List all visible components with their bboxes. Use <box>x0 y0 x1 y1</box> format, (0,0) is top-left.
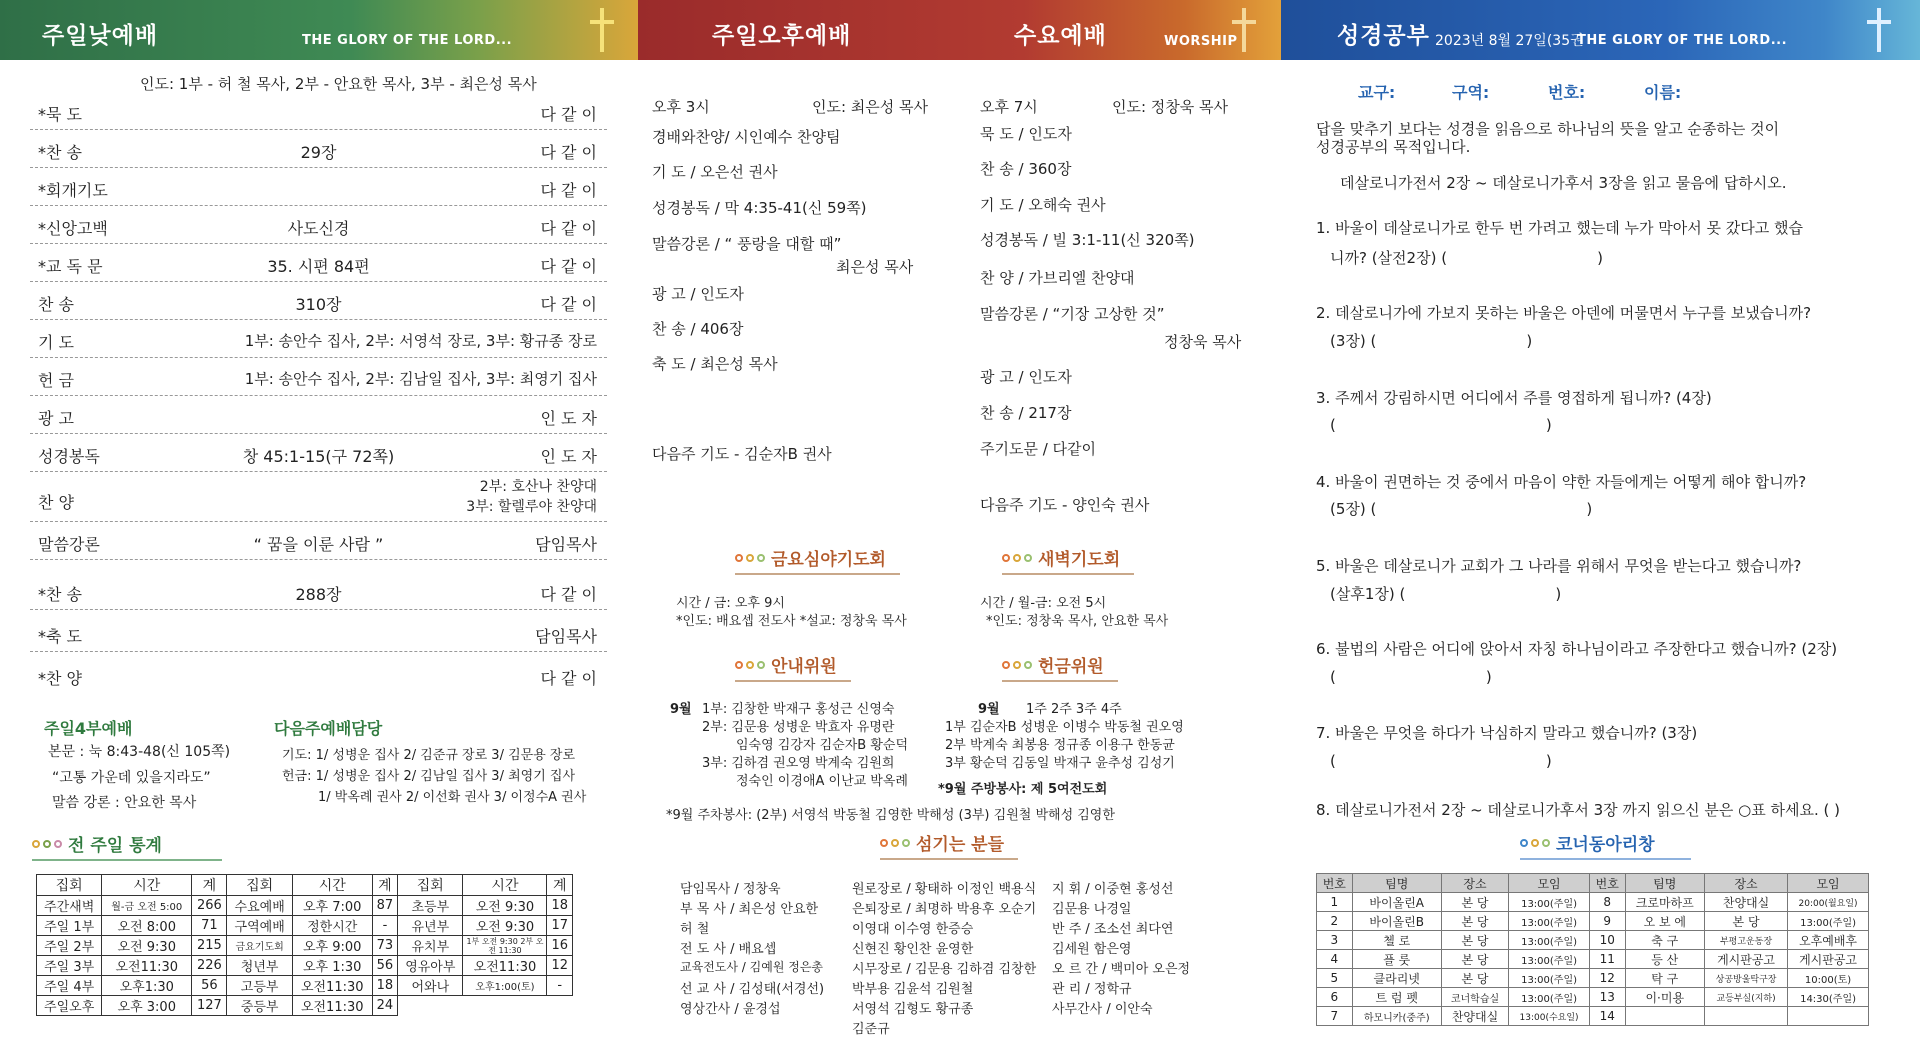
servant-line: 선 교 사 / 김성태(서경선) <box>680 982 825 997</box>
table-cell: 오후1:30 <box>102 976 192 996</box>
question-item: 6. 불법의 사람은 어디에 앉아서 자칭 하나님이라고 주장한다고 했습니까? (2장) <box>1316 640 1838 658</box>
table-cell: 오전11:30 <box>463 956 547 976</box>
question-item: 1. 바울이 데살로니가로 한두 번 가려고 했는데 누가 막아서 못 갔다고 했습 <box>1316 219 1803 237</box>
table-row <box>37 936 573 956</box>
table-row <box>1317 1007 1869 1026</box>
next-week-prayer: 기도: 1/ 성병운 집사 2/ 김준규 장로 3/ 김문용 장로 <box>282 748 576 763</box>
afternoon-next-prayer: 다음주 기도 - 김순자B 권사 <box>652 445 832 463</box>
table-cell: 215 <box>192 936 227 956</box>
worship4-text: 본문 : 눅 8:43-48(신 105쪽) <box>48 744 231 760</box>
table-cell: 6 <box>1317 988 1353 1007</box>
table-cell: 바이올린A <box>1352 893 1441 912</box>
afternoon-time: 오후 3시 <box>652 98 710 116</box>
guide-line: 3부: 김하겸 권오영 박계숙 김원희 <box>702 756 895 771</box>
header-band-afternoon <box>638 0 1281 60</box>
parking-service: *9월 주차봉사: (2부) 서영석 박동철 김영한 박해성 (3부) 김원철 박해성 김영한 <box>666 808 1115 823</box>
table-cell <box>1625 1007 1704 1026</box>
question-item: 2. 데살로니가에 가보지 못하는 바울은 아덴에 머물면서 누구를 보냈습니까? <box>1316 304 1812 322</box>
cross-icon <box>1232 8 1256 52</box>
question-item: 7. 바울은 무엇을 하다가 낙심하지 말라고 했습니까? (3장) <box>1316 724 1698 742</box>
header-sub-study: THE GLORY OF THE LORD... <box>1577 33 1788 48</box>
dots-icon <box>1520 839 1550 847</box>
table-cell: 12 <box>547 956 573 976</box>
table-cell: 부평고운동장 <box>1705 931 1788 950</box>
table-cell: 유치부 <box>398 936 463 956</box>
table-cell: 중등부 <box>227 996 292 1016</box>
order-row: *찬 송 288장 다 같 이 <box>30 572 607 610</box>
table-cell: 1 <box>1317 893 1353 912</box>
afternoon-preacher: 최은성 목사 <box>836 258 914 276</box>
table-header-cell: 팀명 <box>1625 874 1704 893</box>
question-item: 5. 바울은 데살로니가 교회가 그 나라를 위해서 무엇을 받는다고 했습니까? <box>1316 557 1802 575</box>
guide-line: 1부: 김창한 박재구 홍성근 신영숙 <box>702 702 895 717</box>
study-intro: 답을 맞추기 보다는 성경을 읽음으로 하나님의 뜻을 알고 순종하는 것이 <box>1316 120 1780 138</box>
table-cell: 13 <box>1589 988 1625 1007</box>
table-row <box>1317 893 1869 912</box>
table-cell: 13:00(주일) <box>1509 893 1590 912</box>
table-header-row <box>1317 874 1869 893</box>
table-header-cell: 시간 <box>463 875 547 896</box>
table-row <box>1317 988 1869 1007</box>
servant-line: 허 철 <box>680 922 710 937</box>
servant-line: 김문용 나경일 <box>1052 902 1132 917</box>
answer-line[interactable]: ( ) <box>1330 416 1552 434</box>
table-cell: 코너학습실 <box>1441 988 1508 1007</box>
servant-line: 김준규 <box>852 1022 890 1037</box>
table-cell: 주간새벽 <box>37 896 102 916</box>
wednesday-item: 기 도 / 오해숙 권사 <box>980 196 1106 214</box>
guide-line: 임숙영 김강자 김순자B 황순덕 <box>736 738 909 753</box>
dots-icon <box>32 840 62 848</box>
wednesday-next-prayer: 다음주 기도 - 양인숙 권사 <box>980 496 1150 514</box>
table-row <box>1317 950 1869 969</box>
field-zone: 구역: <box>1452 83 1490 102</box>
table-header-cell: 집회 <box>398 875 463 896</box>
table-cell: 18 <box>372 976 397 996</box>
table-cell: 12 <box>1589 969 1625 988</box>
table-cell: 본 당 <box>1441 969 1508 988</box>
order-row: *찬 양 다 같 이 <box>38 669 597 688</box>
table-header-cell: 계 <box>547 875 573 896</box>
table-cell: 첼 로 <box>1352 931 1441 950</box>
afternoon-item: 경배와찬양/ 시인예수 찬양팀 <box>652 128 841 146</box>
afternoon-item: 광 고 / 인도자 <box>652 285 744 303</box>
wednesday-item: 성경봉독 / 빌 3:1-11(신 320쪽) <box>980 231 1195 249</box>
order-row: 찬 양 2부: 호산나 찬양대 3부: 할렐루야 찬양대 <box>30 472 607 522</box>
offering-row: 3부 황순덕 김동일 박재구 윤추성 김성기 <box>945 756 1175 771</box>
table-cell <box>1788 1007 1869 1026</box>
wednesday-item: 찬 송 / 360장 <box>980 160 1072 178</box>
dots-icon <box>735 554 765 562</box>
table-cell: 오전 9:30 <box>463 916 547 936</box>
table-cell: 게시판공고 <box>1705 950 1788 969</box>
header-date: 2023년 8월 27일(35권 <box>1435 33 1584 49</box>
table-cell: 4 <box>1317 950 1353 969</box>
table-cell: 14 <box>1589 1007 1625 1026</box>
table-cell: 이·미용 <box>1625 988 1704 1007</box>
table-row <box>1317 969 1869 988</box>
answer-line[interactable]: ( ) <box>1330 668 1492 686</box>
wednesday-item: 묵 도 / 인도자 <box>980 125 1072 143</box>
table-cell: 20:00(월요일) <box>1788 893 1869 912</box>
header-title-study: 성경공부 <box>1337 23 1430 49</box>
table-row <box>37 956 573 976</box>
afternoon-item: 기 도 / 오은선 권사 <box>652 163 778 181</box>
dawn-people: *인도: 정창욱 목사, 안요한 목사 <box>986 614 1169 629</box>
table-cell: 오후 9:00 <box>292 936 372 956</box>
guide-month: 9월 <box>670 702 692 717</box>
table-cell: 찬양대실 <box>1441 1007 1508 1026</box>
table-cell: 오전11:30 <box>292 996 372 1016</box>
table-cell: 11 <box>1589 950 1625 969</box>
table-header-cell: 번호 <box>1317 874 1353 893</box>
table-cell: 8 <box>1589 893 1625 912</box>
wednesday-time: 오후 7시 <box>980 98 1038 116</box>
table-cell: 13:00(주일) <box>1788 912 1869 931</box>
corner-table <box>1316 873 1869 1026</box>
servant-line: 김세원 함은영 <box>1052 942 1132 957</box>
table-cell: 축 구 <box>1625 931 1704 950</box>
wednesday-leader: 인도: 정창욱 목사 <box>1112 98 1229 116</box>
table-cell: 10 <box>1589 931 1625 950</box>
table-cell: 2 <box>1317 912 1353 931</box>
table-cell: 본 당 <box>1441 893 1508 912</box>
table-header-cell: 계 <box>372 875 397 896</box>
table-cell: 오전11:30 <box>292 976 372 996</box>
answer-line[interactable]: ( ) <box>1330 752 1552 770</box>
table-header-cell: 시간 <box>292 875 372 896</box>
header-band-sunday <box>0 0 638 60</box>
field-number: 번호: <box>1548 83 1586 102</box>
table-header-cell: 시간 <box>102 875 192 896</box>
servant-line: 사무간사 / 이안숙 <box>1052 1002 1153 1017</box>
table-cell: 금요기도회 <box>227 936 292 956</box>
servant-line: 원로장로 / 황태하 이정인 백용식 <box>852 882 1037 897</box>
table-cell: 3 <box>1317 931 1353 950</box>
table-cell: 13:00(주일) <box>1509 912 1590 931</box>
table-cell: 13:00(주일) <box>1509 969 1590 988</box>
dots-icon <box>1002 554 1032 562</box>
wednesday-item: 광 고 / 인도자 <box>980 368 1072 386</box>
table-cell: 찬양대실 <box>1705 893 1788 912</box>
table-cell: 수요예배 <box>227 896 292 916</box>
offering-row: 2부 박계숙 최봉용 정규종 이용구 한동균 <box>945 738 1175 753</box>
servant-line: 신현진 황인찬 윤영한 <box>852 942 974 957</box>
dots-icon <box>1002 661 1032 669</box>
table-cell: 본 당 <box>1441 912 1508 931</box>
table-cell: 트 럼 펫 <box>1352 988 1441 1007</box>
dawn-time: 시간 / 월-금: 오전 5시 <box>980 596 1107 611</box>
table-cell: 16 <box>547 936 573 956</box>
table-cell: 오후예배후 <box>1788 931 1869 950</box>
header-title-afternoon: 주일오후예배 <box>712 23 852 49</box>
table-cell: 오전 9:30 <box>102 936 192 956</box>
table-cell: 오후 7:00 <box>292 896 372 916</box>
table-cell: 본 당 <box>1441 931 1508 950</box>
order-row: *회개기도 다 같 이 <box>30 168 607 206</box>
sunday-leaders: 인도: 1부 - 허 철 목사, 2부 - 안요한 목사, 3부 - 최은성 목사 <box>140 75 537 93</box>
table-cell: 플 룻 <box>1352 950 1441 969</box>
servant-line: 시무장로 / 김문용 김하겸 김창한 <box>852 962 1037 977</box>
servant-line: 서영석 김형도 황규종 <box>852 1002 974 1017</box>
table-cell: 클라리넷 <box>1352 969 1441 988</box>
table-cell: 17 <box>547 916 573 936</box>
order-row: *교 독 문 35. 시편 84편 다 같 이 <box>30 244 607 282</box>
table-cell: 상공방울탁구장 <box>1705 969 1788 988</box>
wednesday-item: 찬 송 / 217장 <box>980 404 1072 422</box>
servant-line: 이영대 이수영 한증승 <box>852 922 974 937</box>
table-cell: 71 <box>192 916 227 936</box>
servant-line: 관 리 / 정학규 <box>1052 982 1132 997</box>
table-cell: 청년부 <box>227 956 292 976</box>
table-cell: 본 당 <box>1705 912 1788 931</box>
friday-people: *인도: 배요셉 전도사 *설교: 정창욱 목사 <box>676 614 907 629</box>
table-header-cell: 모임 <box>1788 874 1869 893</box>
next-week-offering2: 1/ 박옥례 권사 2/ 이선화 권사 3/ 이정수A 권사 <box>318 790 587 805</box>
table-row <box>37 996 573 1016</box>
table-cell: 오후 3:00 <box>102 996 192 1016</box>
table-cell: 226 <box>192 956 227 976</box>
servant-line: 지 휘 / 이중현 홍성선 <box>1052 882 1174 897</box>
table-cell: 오전 9:30 <box>463 896 547 916</box>
table-cell: 13:00(수요일) <box>1509 1007 1590 1026</box>
table-header-cell: 모임 <box>1509 874 1590 893</box>
table-row <box>1317 912 1869 931</box>
answer-line[interactable]: 니까? (살전2장) ( ) <box>1330 249 1603 267</box>
guide-line: 2부: 김문용 성병운 박효자 유명란 <box>702 720 895 735</box>
cross-icon <box>590 8 614 52</box>
table-cell: 주일오후 <box>37 996 102 1016</box>
table-header-row <box>37 875 573 896</box>
table-cell: 주일 4부 <box>37 976 102 996</box>
table-cell: 10:00(토) <box>1788 969 1869 988</box>
table-cell: 초등부 <box>398 896 463 916</box>
table-row <box>37 976 573 996</box>
table-cell: 87 <box>372 896 397 916</box>
table-cell: 등 산 <box>1625 950 1704 969</box>
table-cell: 월-금 오전 5:00 <box>102 896 192 916</box>
table-cell: 주일 2부 <box>37 936 102 956</box>
field-name: 이름: <box>1644 83 1682 102</box>
cross-icon <box>1867 8 1891 52</box>
table-header-cell: 집회 <box>37 875 102 896</box>
table-cell: 1부 오전 9:30 2부 오전 11:30 <box>463 936 547 956</box>
table-row <box>37 916 573 936</box>
offering-month: 9월 <box>978 702 1000 717</box>
table-cell: 교등부실(지하) <box>1705 988 1788 1007</box>
servant-line: 교육전도사 / 김예원 정은총 <box>680 960 823 974</box>
guide-heading: 안내위원 <box>735 652 851 682</box>
offering-header: 1주 2주 3주 4주 <box>1026 702 1122 717</box>
servant-line: 영상간사 / 윤경섭 <box>680 1002 781 1017</box>
order-row: *묵 도 다 같 이 <box>30 92 607 130</box>
table-header-cell: 팀명 <box>1352 874 1441 893</box>
table-cell: 18 <box>547 896 573 916</box>
friday-heading: 금요심야기도회 <box>735 545 900 575</box>
question-item: 8. 데살로니가전서 2장 ~ 데살로니가후서 3장 까지 읽으신 분은 ○표 하세요. ( ) <box>1316 801 1840 819</box>
servant-line: 반 주 / 조소선 최다연 <box>1052 922 1174 937</box>
dawn-heading: 새벽기도회 <box>1002 545 1134 575</box>
question-item: 3. 주께서 강림하시면 어디에서 주를 영접하게 됩니까? (4장) <box>1316 389 1712 407</box>
table-cell: 7 <box>1317 1007 1353 1026</box>
table-cell: 탁 구 <box>1625 969 1704 988</box>
table-header-cell: 집회 <box>227 875 292 896</box>
header-title-wednesday: 수요예배 <box>1014 23 1107 49</box>
table-cell: 게시판공고 <box>1788 950 1869 969</box>
table-cell <box>1705 1007 1788 1026</box>
table-cell: 5 <box>1317 969 1353 988</box>
kitchen-service: *9월 주방봉사: 제 5여전도회 <box>938 782 1108 797</box>
servant-line: 박부용 김윤석 김원철 <box>852 982 974 997</box>
friday-time: 시간 / 금: 오후 9시 <box>676 596 785 611</box>
next-week-title: 다음주예배담당 <box>274 719 383 738</box>
table-cell: 9 <box>1589 912 1625 931</box>
table-cell: 구역예배 <box>227 916 292 936</box>
table-cell: 56 <box>372 956 397 976</box>
order-row: *축 도 담임목사 <box>30 614 607 652</box>
table-header-cell: 번호 <box>1589 874 1625 893</box>
table-cell: 오전11:30 <box>102 956 192 976</box>
servant-line: 오 르 간 / 백미아 오은정 <box>1052 962 1191 977</box>
field-district: 교구: <box>1358 83 1396 102</box>
stats-table <box>36 874 573 1016</box>
afternoon-item: 성경봉독 / 막 4:35-41(신 59쪽) <box>652 199 867 217</box>
table-cell: 바이올린B <box>1352 912 1441 931</box>
table-cell: 오전 8:00 <box>102 916 192 936</box>
dots-icon <box>880 839 910 847</box>
study-instruction: 데살로니가전서 2장 ~ 데살로니가후서 3장을 읽고 물음에 답하시오. <box>1340 174 1787 192</box>
table-header-cell: 장소 <box>1441 874 1508 893</box>
table-cell <box>547 996 573 1016</box>
table-cell: 어와나 <box>398 976 463 996</box>
worship4-preacher: 말씀 강론 : 안요한 목사 <box>52 795 197 811</box>
table-cell: - <box>372 916 397 936</box>
table-cell: 오 보 에 <box>1625 912 1704 931</box>
order-row: 기 도 1부: 송안수 집사, 2부: 서영석 장로, 3부: 황규종 장로 <box>30 320 607 358</box>
table-cell: 24 <box>372 996 397 1016</box>
header-title-sunday: 주일낮예배 <box>42 23 159 49</box>
table-cell: 56 <box>192 976 227 996</box>
header-band-study <box>1281 0 1920 60</box>
table-cell: 14:30(주일) <box>1788 988 1869 1007</box>
table-cell: 266 <box>192 896 227 916</box>
answer-line[interactable]: (살후1장) ( ) <box>1330 585 1562 603</box>
table-cell: 주일 1부 <box>37 916 102 936</box>
afternoon-item: 축 도 / 최은성 목사 <box>652 355 778 373</box>
offering-heading: 헌금위원 <box>1002 652 1118 682</box>
corner-heading: 코너동아리창 <box>1520 830 1691 860</box>
table-row <box>1317 931 1869 950</box>
order-row: *신앙고백 사도신경 다 같 이 <box>30 206 607 244</box>
table-row <box>37 896 573 916</box>
next-week-offering: 헌금: 1/ 성병운 집사 2/ 김남일 집사 3/ 최영기 집사 <box>282 769 576 784</box>
servant-line: 담임목사 / 정창욱 <box>680 882 781 897</box>
table-cell: 13:00(주일) <box>1509 931 1590 950</box>
table-cell: 고등부 <box>227 976 292 996</box>
table-cell: 13:00(주일) <box>1509 988 1590 1007</box>
table-header-cell: 장소 <box>1705 874 1788 893</box>
table-cell: 주일 3부 <box>37 956 102 976</box>
servants-heading: 섬기는 분들 <box>880 830 1018 860</box>
answer-line[interactable]: (5장) ( ) <box>1330 500 1593 518</box>
order-row: 찬 송 310장 다 같 이 <box>30 282 607 320</box>
servant-line: 은퇴장로 / 최명하 박용후 오순기 <box>852 902 1037 917</box>
study-intro: 성경공부의 목적입니다. <box>1316 138 1471 156</box>
order-row: 헌 금 1부: 송안수 집사, 2부: 김남일 집사, 3부: 최영기 집사 <box>30 358 607 396</box>
header-sub-worship: WORSHIP <box>1164 34 1238 49</box>
order-row: 광 고 인 도 자 <box>30 396 607 434</box>
table-cell: 오후1:00(토) <box>463 976 547 996</box>
answer-line[interactable]: (3장) ( ) <box>1330 332 1533 350</box>
worship4-quote: “고통 가운데 있을지라도” <box>52 770 211 786</box>
table-cell: 크로마하프 <box>1625 893 1704 912</box>
afternoon-item: 찬 송 / 406장 <box>652 320 744 338</box>
table-cell: - <box>547 976 573 996</box>
servant-line: 부 목 사 / 최은성 안요한 <box>680 902 819 917</box>
servant-line: 전 도 사 / 배요셉 <box>680 942 777 957</box>
table-cell: 정한시간 <box>292 916 372 936</box>
table-cell: 하모니카(중주) <box>1352 1007 1441 1026</box>
table-cell <box>398 996 463 1016</box>
stats-heading: 전 주일 통계 <box>32 831 222 861</box>
table-cell: 영유아부 <box>398 956 463 976</box>
afternoon-item: 말씀강론 / “ 풍랑을 대할 때” <box>652 235 842 253</box>
order-row: *찬 송 29장 다 같 이 <box>30 130 607 168</box>
guide-line: 정숙인 이경애A 이난교 박옥례 <box>736 774 908 789</box>
worship4-title: 주일4부예배 <box>44 719 133 738</box>
header-sub-sunday: THE GLORY OF THE LORD... <box>302 33 513 48</box>
dots-icon <box>735 661 765 669</box>
wednesday-preacher: 정창욱 목사 <box>1164 333 1242 351</box>
table-cell: 13:00(주일) <box>1509 950 1590 969</box>
order-row: 말씀강론 “ 꿈을 이룬 사람 ” 담임목사 <box>30 522 607 560</box>
afternoon-leader: 인도: 최은성 목사 <box>812 98 929 116</box>
wednesday-item: 찬 양 / 가브리엘 찬양대 <box>980 269 1135 287</box>
order-row: 성경봉독 창 45:1-15(구 72쪽) 인 도 자 <box>30 434 607 472</box>
table-cell: 73 <box>372 936 397 956</box>
question-item: 4. 바울이 권면하는 것 중에서 마음이 약한 자들에게는 어떻게 해야 합니까? <box>1316 473 1807 491</box>
table-header-cell: 계 <box>192 875 227 896</box>
table-cell: 오후 1:30 <box>292 956 372 976</box>
table-cell: 본 당 <box>1441 950 1508 969</box>
wednesday-item: 주기도문 / 다같이 <box>980 440 1097 458</box>
table-cell: 127 <box>192 996 227 1016</box>
offering-row: 1부 김순자B 성병운 이병수 박동철 권오영 <box>945 720 1184 735</box>
wednesday-item: 말씀강론 / “기장 고상한 것” <box>980 305 1165 323</box>
table-cell: 유년부 <box>398 916 463 936</box>
table-cell <box>463 996 547 1016</box>
